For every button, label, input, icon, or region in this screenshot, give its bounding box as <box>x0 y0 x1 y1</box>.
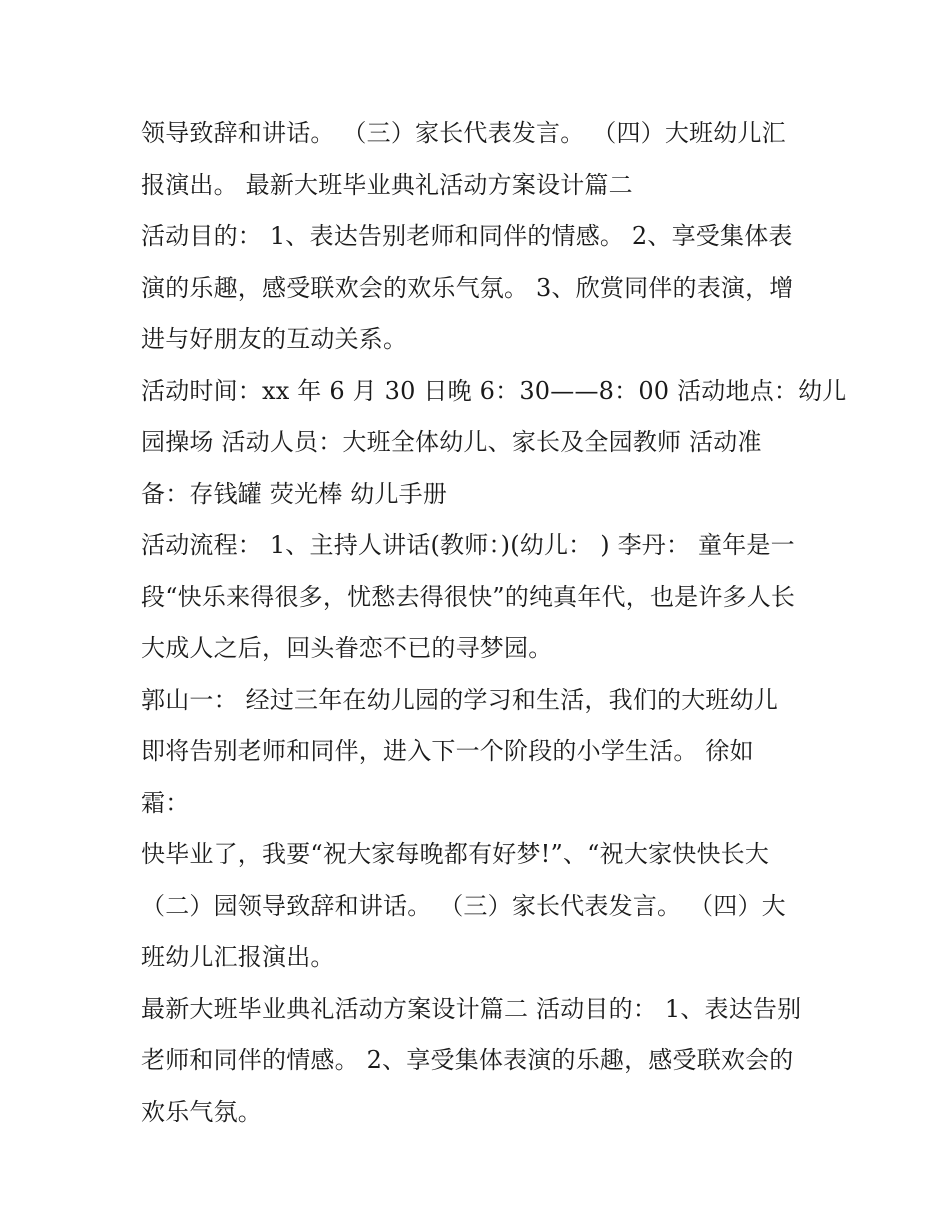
text-line: 快毕业了，我要“祝大家每晚都有好梦!”、“祝大家快快长大 <box>141 840 770 868</box>
text-line: 活动流程： 1、主持人讲话(教师：)(幼儿： ) 李丹： 童年是一 <box>141 531 795 559</box>
text-line: 段“快乐来得很多，忧愁去得很快”的纯真年代，也是许多人长 <box>141 582 796 611</box>
text-line: 老师和同伴的情感。 2、享受集体表演的乐趣，感受联欢会的 <box>141 1046 794 1074</box>
text-line: 活动时间：xx 年 6 月 30 日晚 6：30——8：00 活动地点：幼儿 <box>141 376 847 405</box>
text-line: 欢乐气氛。 <box>141 1097 262 1126</box>
text-line: 班幼儿汇报演出。 <box>141 943 335 971</box>
text-line: 即将告别老师和同伴，进入下一个阶段的小学生活。 徐如 <box>141 737 754 765</box>
text-line: 进与好朋友的互动关系。 <box>141 325 408 353</box>
text-line: （二）园领导致辞和讲话。 （三）家长代表发言。 （四）大 <box>141 891 786 920</box>
text-line: 大成人之后，回头眷恋不已的寻梦园。 <box>141 634 553 662</box>
text-line: 园操场 活动人员：大班全体幼儿、家长及全园教师 活动准 <box>141 428 762 456</box>
document-body <box>141 108 847 1138</box>
text-line: 领导致辞和讲话。 （三）家长代表发言。 （四）大班幼儿汇 <box>141 119 786 147</box>
text-line: 活动目的： 1、表达告别老师和同伴的情感。 2、享受集体表 <box>141 222 793 250</box>
text-line: 郭山一： 经过三年在幼儿园的学习和生活，我们的大班幼儿 <box>141 685 779 714</box>
text-line: 演的乐趣，感受联欢会的欢乐气氛。 3、欣赏同伴的表演，增 <box>141 273 794 302</box>
text-line: 备：存钱罐 荧光棒 幼儿手册 <box>141 479 448 508</box>
text-line: 霜： <box>141 788 190 817</box>
text-line: 报演出。 最新大班毕业典礼活动方案设计篇二 <box>141 170 633 199</box>
text-line: 最新大班毕业典礼活动方案设计篇二 活动目的： 1、表达告别 <box>141 994 802 1023</box>
